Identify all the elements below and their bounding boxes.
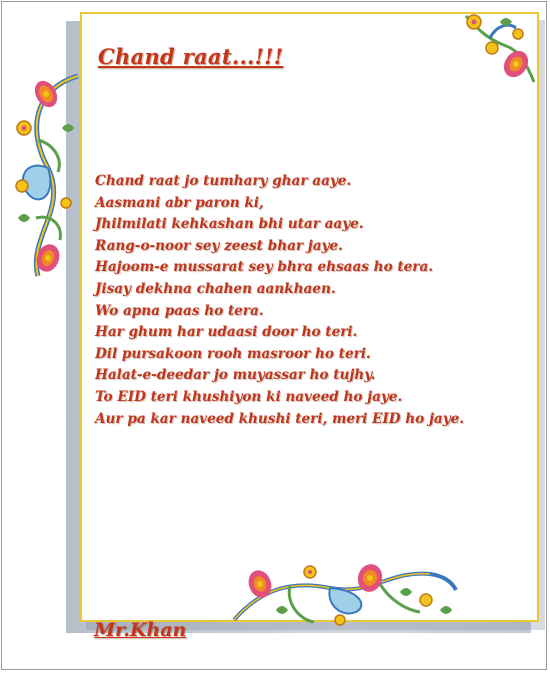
- poem-body: [95, 171, 535, 430]
- poem-title: Chand raat...!!!: [98, 44, 284, 69]
- poem-line: Aasmani abr paron ki,: [95, 194, 264, 211]
- floral-ornament-bottom-icon: [230, 560, 460, 628]
- poem-line: Aur pa kar naveed khushi teri, meri EID ho jaye.: [95, 410, 464, 427]
- poem-line: Dil pursakoon rooh masroor ho teri.: [95, 345, 371, 362]
- poem-line: Halat-e-deedar jo muyassar ho tujhy.: [95, 367, 376, 384]
- poem-line: Wo apna paas ho tera.: [95, 302, 264, 319]
- floral-ornament-top-right-icon: [460, 12, 538, 87]
- poem-line: To EID teri khushiyon ki naveed ho jaye.: [95, 388, 403, 405]
- poem-line: Chand raat jo tumhary ghar aaye.: [95, 173, 352, 189]
- poem-line: Jisay dekhna chahen aankhaen.: [95, 280, 336, 297]
- author-signature: Mr.Khan: [94, 619, 187, 641]
- poem-line: Har ghum har udaasi door ho teri.: [95, 324, 358, 341]
- poem-line: Jhilmilati kehkashan bhi utar aaye.: [95, 216, 364, 233]
- poem-line: Hajoom-e mussarat sey bhra ehsaas ho tera.: [95, 259, 433, 276]
- poem-line: Rang-o-noor sey zeest bhar jaye.: [95, 237, 343, 254]
- floral-ornament-left-icon: [8, 68, 88, 283]
